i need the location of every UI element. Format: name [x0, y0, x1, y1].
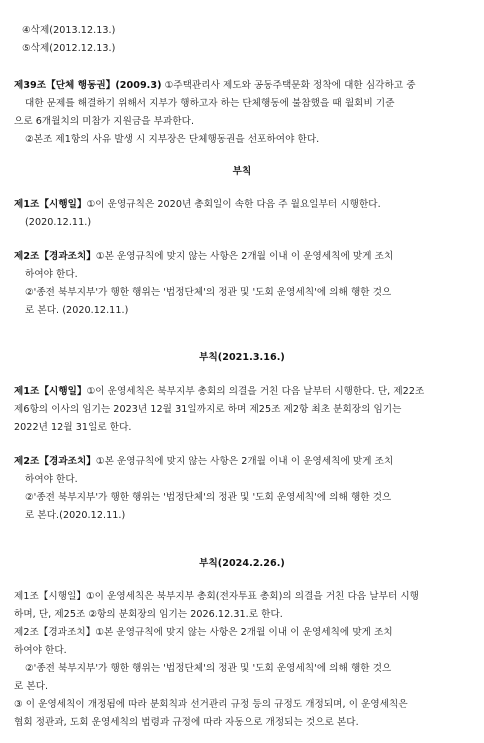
supplementary-3-article-2-line-2: 하여야 한다. [14, 645, 67, 656]
supplementary-2-article-2-paragraph-2: ②'종전 북부지부'가 행한 행위는 '법정단체'의 정관 및 '도회 운영세칙'에 의해 행한 것으 [25, 492, 392, 503]
deleted-clause-4: ④삭제(2013.12.13.) [22, 25, 116, 36]
article-39-line-1 [14, 77, 416, 95]
supplementary-3-article-1: 제1조【시행일】①이 운영세칙은 북부지부 총회(전자투표 총회)의 의결을 거친 다음 날부터 시행 [14, 591, 420, 602]
deleted-clause-5: ⑤삭제(2012.12.13.) [22, 43, 116, 54]
supplementary-3-article-2-paragraph-3: ③ 이 운영세칙이 개정됨에 따라 분회칙과 선거관리 규정 등의 규정도 개정되며, 이 운영세칙은 [14, 699, 408, 710]
supplementary-3-article-1-line-2: 하며, 단, 제25조 ②항의 분회장의 임기는 2026.12.31.로 한다. [14, 609, 283, 620]
supplementary-2-article-2-heading: 제2조【경과조치】 [14, 456, 96, 467]
supplementary-2-article-1-line-3: 2022년 12월 31일로 한다. [14, 422, 132, 433]
supplementary-3-article-2: 제2조【경과조치】①본 운영규칙에 맞지 않는 사항은 2개월 이내 이 운영세칙에 맞게 조치 [14, 627, 393, 638]
supplementary-1-article-2-heading: 제2조【경과조치】 [14, 251, 96, 262]
supplementary-1-article-1-date: (2020.12.11.) [25, 217, 92, 228]
supplementary-2-article-1-heading: 제1조【시행일】 [14, 386, 87, 397]
supplementary-1-article-1: 제1조【시행일】①이 운영규칙은 2020년 총회일이 속한 다음 주 월요일부터 시행한다. [14, 199, 381, 210]
supplementary-2-article-1-line-2: 제6항의 이사의 임기는 2023년 12월 31일까지로 하며 제25조 제2항 최초 분회장의 임기는 [14, 404, 402, 415]
supplementary-1-article-2: 제2조【경과조치】①본 운영규칙에 맞지 않는 사항은 2개월 이내 이 운영세칙에 맞게 조치 [14, 251, 394, 262]
supplementary-2-article-1: 제1조【시행일】①이 운영세칙은 북부지부 총회의 의결을 거친 다음 날부터 시행한다. 단, 제22조 [14, 386, 425, 397]
supplementary-3-article-2-paragraph-3-line-2: 협회 정관과, 도회 운영세칙의 법령과 규정에 따라 자동으로 개정되는 것으로 본다. [14, 717, 359, 728]
supplementary-1-article-2-paragraph-2-line-2: 로 본다. (2020.12.11.) [25, 305, 129, 316]
article-39-text: ①주택관리사 제도와 공동주택문화 정착에 대한 심각하고 중 [161, 80, 416, 91]
supplementary-1-article-2-line-2: 하여야 한다. [25, 269, 78, 280]
supplementary-2021-title: 부칙(2021.3.16.) [199, 352, 285, 363]
supplementary-3-article-2-paragraph-2: ②'종전 북부지부'가 행한 행위는 '법정단체'의 정관 및 '도회 운영세칙'에 의해 행한 것으 [25, 663, 392, 674]
article-39-paragraph-2: ②본조 제1항의 사유 발생 시 지부장은 단체행동권을 선포하여야 한다. [25, 134, 320, 145]
supplementary-2-article-2-line-2: 하여야 한다. [25, 474, 78, 485]
supplementary-1-article-2-paragraph-2: ②'종전 북부지부'가 행한 행위는 '법정단체'의 정관 및 '도회 운영세칙'에 의해 행한 것으 [25, 287, 392, 298]
supplementary-1-article-1-heading: 제1조【시행일】 [14, 199, 87, 210]
supplementary-2024-title: 부칙(2024.2.26.) [199, 558, 285, 569]
article-39-heading: 제39조【단체 행동권】(2009.3) [14, 80, 162, 91]
supplementary-3-article-2-paragraph-2-line-2: 로 본다. [14, 681, 49, 692]
supplementary-2-article-2: 제2조【경과조치】①본 운영규칙에 맞지 않는 사항은 2개월 이내 이 운영세칙에 맞게 조치 [14, 456, 394, 467]
article-39-line-2: 대한 문제를 해결하기 위해서 지부가 행하고자 하는 단체행동에 불참했을 때 월회비 기준 [25, 98, 395, 109]
supplementary-2-article-2-paragraph-2-line-2: 로 본다.(2020.12.11.) [25, 510, 126, 521]
article-39-line-3: 으로 6개월치의 미참가 지원금을 부과한다. [14, 116, 195, 127]
supplementary-title: 부칙 [232, 166, 252, 177]
